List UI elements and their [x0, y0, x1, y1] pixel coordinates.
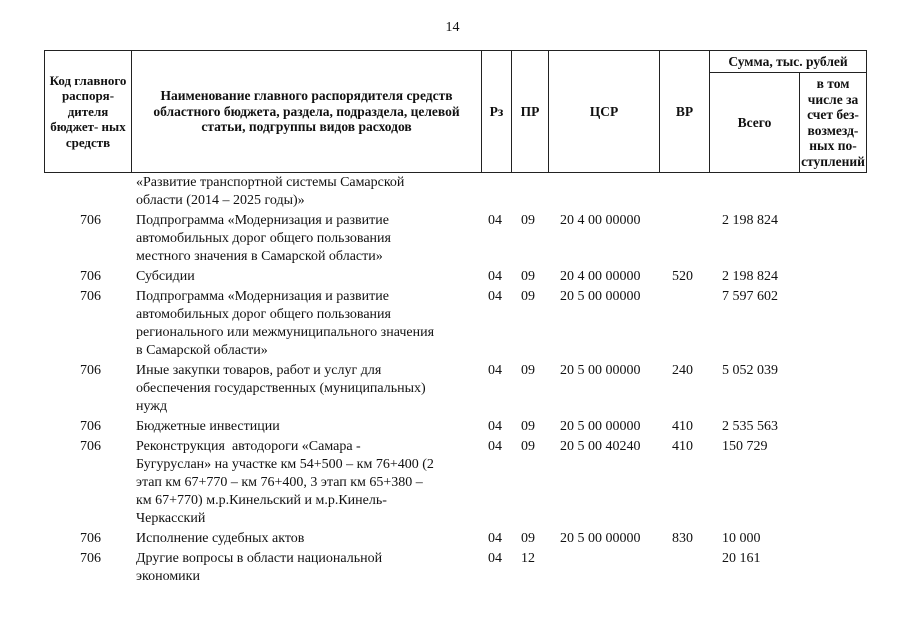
- row-sum: 20 161: [722, 551, 761, 566]
- row-name-line: обеспечения государственных (муниципальных): [136, 381, 426, 396]
- row-name-line: Реконструкция автодороги «Самара -: [136, 439, 361, 454]
- row-rz: 04: [488, 551, 502, 566]
- row-name-line: Другие вопросы в области национальной: [136, 551, 383, 566]
- row-vr: 830: [672, 531, 693, 546]
- page-number: 14: [445, 20, 460, 35]
- header-pr: ПР: [512, 51, 549, 172]
- row-name: [136, 418, 481, 436]
- row-rz: 04: [488, 289, 502, 304]
- row-name-line: Бюджетные инвестиции: [136, 419, 280, 434]
- row-vr: 410: [672, 439, 693, 454]
- table-row: [44, 212, 867, 268]
- row-code: 706: [80, 289, 101, 304]
- row-sum: 2 535 563: [722, 419, 778, 434]
- row-pr: 09: [521, 269, 535, 284]
- row-name: [136, 212, 481, 266]
- row-name-line: Субсидии: [136, 269, 195, 284]
- row-code: 706: [80, 213, 101, 228]
- row-vr: 520: [672, 269, 693, 284]
- table-row: [44, 530, 867, 550]
- table-row: [44, 418, 867, 438]
- row-pr: 12: [521, 551, 535, 566]
- row-pr: 09: [521, 289, 535, 304]
- table-body: [44, 174, 867, 588]
- row-csr: 20 5 00 00000: [560, 419, 641, 434]
- row-csr: 20 5 00 00000: [560, 363, 641, 378]
- row-name: [136, 174, 481, 210]
- header-csr: ЦСР: [549, 51, 660, 172]
- table-row: [44, 288, 867, 362]
- row-rz: 04: [488, 363, 502, 378]
- row-name: [136, 268, 481, 286]
- row-rz: 04: [488, 213, 502, 228]
- row-name: [136, 362, 481, 416]
- row-name-line: автомобильных дорог общего пользования: [136, 307, 391, 322]
- row-name-line: Иные закупки товаров, работ и услуг для: [136, 363, 382, 378]
- table-row: [44, 268, 867, 288]
- row-name-line: автомобильных дорог общего пользования: [136, 231, 391, 246]
- row-csr: 20 4 00 00000: [560, 213, 641, 228]
- row-name-line: «Развитие транспортной системы Самарской: [136, 175, 405, 190]
- row-sum: 5 052 039: [722, 363, 778, 378]
- row-name: [136, 438, 481, 528]
- row-name-line: Черкасский: [136, 511, 206, 526]
- row-pr: 09: [521, 531, 535, 546]
- row-rz: 04: [488, 269, 502, 284]
- row-code: 706: [80, 363, 101, 378]
- row-name-line: регионального или межмуниципального значения: [136, 325, 435, 340]
- row-name: [136, 530, 481, 548]
- row-csr: 20 4 00 00000: [560, 269, 641, 284]
- row-name-line: в Самарской области»: [136, 343, 268, 358]
- table-row: [44, 362, 867, 418]
- row-name-line: экономики: [136, 569, 200, 584]
- row-code: 706: [80, 419, 101, 434]
- table-row: [44, 550, 867, 588]
- row-vr: 410: [672, 419, 693, 434]
- row-name-line: км 67+770) м.р.Кинельский и м.р.Кинель-: [136, 493, 387, 508]
- row-name-line: местного значения в Самарской области»: [136, 249, 383, 264]
- row-pr: 09: [521, 439, 535, 454]
- row-csr: 20 5 00 00000: [560, 289, 641, 304]
- row-name-line: Подпрограмма «Модернизация и развитие: [136, 289, 389, 304]
- row-name-line: области (2014 – 2025 годы)»: [136, 193, 305, 208]
- row-rz: 04: [488, 439, 502, 454]
- row-name-line: этап км 67+770 – км 76+400, 3 этап км 65+380 –: [136, 475, 423, 490]
- row-name-line: Подпрограмма «Модернизация и развитие: [136, 213, 389, 228]
- row-sum: 150 729: [722, 439, 768, 454]
- row-name-line: Исполнение судебных актов: [136, 531, 305, 546]
- row-pr: 09: [521, 213, 535, 228]
- table-header: [44, 50, 867, 173]
- row-code: 706: [80, 531, 101, 546]
- row-pr: 09: [521, 363, 535, 378]
- header-sum: Сумма, тыс. рублей: [710, 51, 866, 73]
- row-name-line: нужд: [136, 399, 168, 414]
- row-sum: 7 597 602: [722, 289, 778, 304]
- header-rz: Рз: [482, 51, 512, 172]
- row-name-line: Бугуруслан» на участке км 54+500 – км 76+400 (2: [136, 457, 434, 472]
- header-vr: ВР: [660, 51, 710, 172]
- row-name: [136, 288, 481, 360]
- row-code: 706: [80, 439, 101, 454]
- header-name: Наименование главного распорядителя средств областного бюджета, раздела, подраздела, целевой статьи, подгруппы видов расходов: [132, 51, 482, 172]
- row-rz: 04: [488, 419, 502, 434]
- table-row: [44, 174, 867, 212]
- row-sum: 2 198 824: [722, 213, 778, 228]
- header-grat: в том числе за счет без- возмезд- ных по- ступлений: [801, 76, 865, 169]
- row-name: [136, 550, 481, 586]
- row-code: 706: [80, 269, 101, 284]
- row-csr: 20 5 00 40240: [560, 439, 641, 454]
- row-sum: 2 198 824: [722, 269, 778, 284]
- row-rz: 04: [488, 531, 502, 546]
- header-total: Всего: [710, 73, 800, 172]
- row-csr: 20 5 00 00000: [560, 531, 641, 546]
- header-code: Код главного распоря- дителя бюджет- ных средств: [45, 51, 132, 172]
- row-pr: 09: [521, 419, 535, 434]
- row-code: 706: [80, 551, 101, 566]
- row-sum: 10 000: [722, 531, 761, 546]
- row-vr: 240: [672, 363, 693, 378]
- table-row: [44, 438, 867, 530]
